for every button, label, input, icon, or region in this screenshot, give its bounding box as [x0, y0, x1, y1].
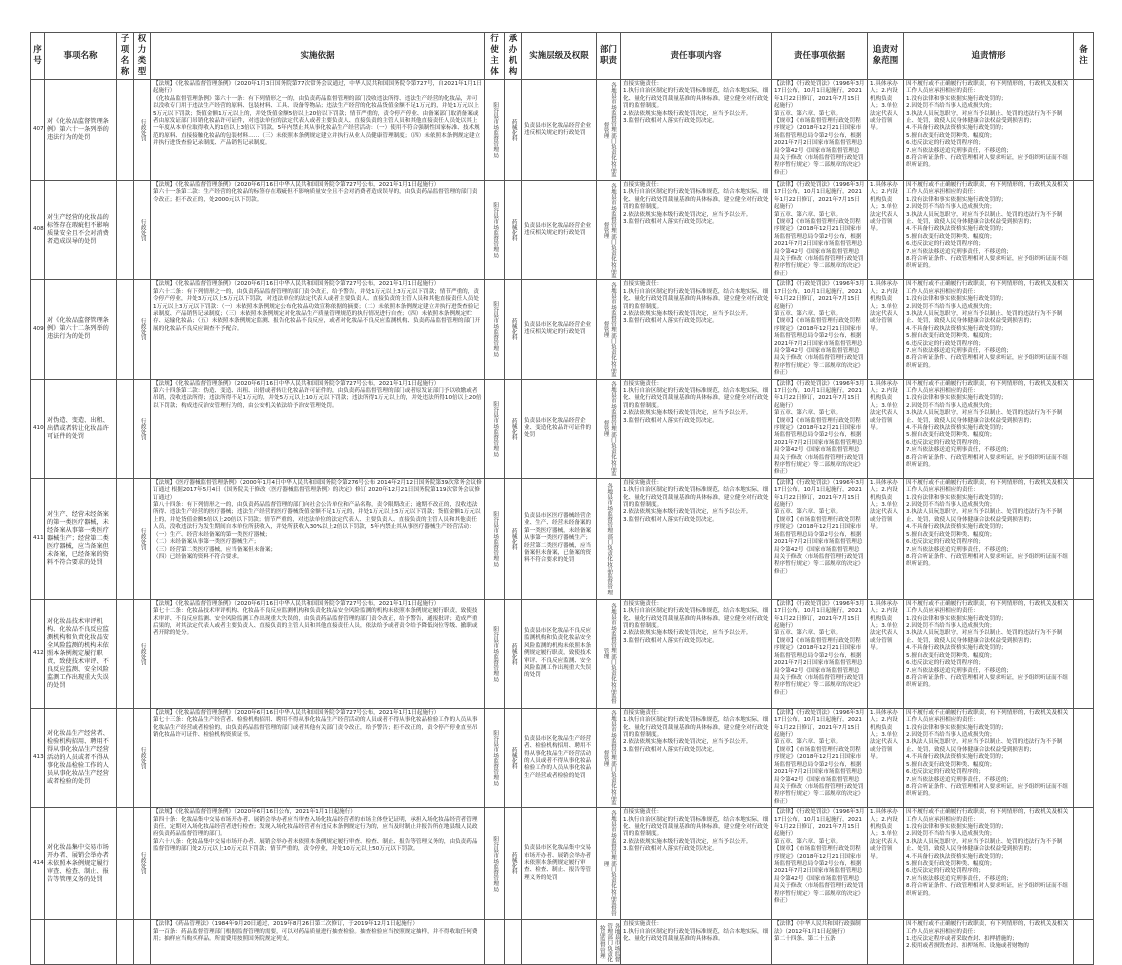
- header-duty-basis: 责任事项依据: [772, 33, 868, 80]
- row-basis: 【法规】《化妆品监督管理条例》（2020年1月3日国务院第77次常务会议通过，中华人民共和国国务院令第727号，自2021年1月1日起施行） 《化妆品监督管理条例》第六十一条：有下列情形之一的，由负责药品监督管理的部门没收违法所得、违法生产经营的化妆品，并可以没收专门用于违法生产经营的原料、包装材料、工具、设备等物品；违法生产经营的化妆品货值金额不足1万元的，并处1万元以上5万元以下罚款；货值金额1万元以上的，并处货值金额5倍以上20倍以下罚款；情节严重的，责令停产停业、由备案部门取消备案或者由原发证部门吊销化妆品许可证件，对违法单位的法定代表人或者主要负责人、直接负责的主管人员和其他直接责任人员处以其上一年度从本单位取得收入的1倍以上3倍以下罚款，5年内禁止其从事化妆品生产经营活动：（一）使用不符合强制性国家标准、技术规范的原料、直接接触化妆品的包装材料……（三）未依照本条例规定建立并执行从业人员健康管理制度；（四）未依照本条例规定建立并执行进货查验记录制度、产品销售记录制度。: [151, 80, 485, 181]
- row-target: 1.具体承办人；2.内设机构负责人；3.单位法定代表人或分管领导。: [868, 379, 904, 478]
- row-duty-basis: 【法律】《中华人民共和国行政强制法》（2012年1月1日起施行） 第二十四条、第二十五条: [772, 920, 868, 965]
- header-power-type: 权力类型: [134, 33, 151, 80]
- row-target: 1.具体承办人；2.内设机构负责人；3.单位法定代表人或分管领导。: [868, 708, 904, 807]
- row-target: 1.具体承办人；2.内设机构负责人；3.单位法定代表人或分管领导。: [868, 80, 904, 181]
- row-remark: [1074, 478, 1094, 599]
- row-level: 负责县市区化妆品经营企业违反相关规定的行政处罚: [522, 80, 597, 181]
- table-row: [31, 920, 1094, 965]
- document-page: [30, 32, 1093, 962]
- row-seq: 409: [31, 280, 45, 379]
- row-basis: 【法规】《化妆品监督管理条例》（2020年6月16日中华人民共和国国务院令第727号公布，2021年1月1日起施行） 第六十二条：有下列情形之一的，由负责药品监督管理的部门责令改正，给予警告，并处1万元以上3万元以下罚款；情节严重的，责令停产停业，并处3万元以上5万元以下罚款，对违法单位的法定代表人或者主要负责人、直接负责的主管人员和其他直接责任人员处1万元以上3万元以下罚款：（一）未依照本条例规定公布化妆品功效宣称依据的摘要；（二）未依照本条例规定建立并执行进货查验记录制度、产品销售记录制度；（三）未依照本条例规定对化妆品生产质量管理规范的执行情况进行自查；（四）未依照本条例规定贮存、运输化妆品；（五）未依照本条例规定监测、报告化妆品不良反应，或者对化妆品不良反应监测机构、负责药品监督管理的部门开展的化妆品不良反应调查不予配合。: [151, 280, 485, 379]
- row-level: 负责县市区化妆品集中交易市场开办者、展销会举办者未依照本条例规定履行审查、检查、制止、报告等管理义务的处罚: [522, 808, 597, 920]
- row-power-type: 行政处罚: [134, 80, 151, 181]
- row-subject: 阳谷县市场监督管理局: [485, 379, 505, 478]
- row-org: 药械化科: [505, 181, 522, 280]
- row-duty-basis: 【法律】《行政处罚法》（1996年3月17日公布，10月1日起施行，2021年1月22日修订，2021年7月15日起施行） 第五章、第六章、第七章。 【规章】《市场监督管理行政处罚程序规定》（2018年12月21日国家市场监督管理总局令第2号公布，根据2021年7月2日国家市场监督管理总局令第42号《国家市场监督管理总局关于修改〈市场监督管理行政处罚程序暂行规定〉等二部规章的决定》修正）: [772, 478, 868, 599]
- row-target: 1.具体承办人；2.内设机构负责人；3.单位法定代表人或分管领导。: [868, 280, 904, 379]
- row-situation: 因不履行或不正确履行行政职责，有下列情形的，行政机关及相关工作人员应承担相应的责任： 1.违反法定程序或者采取查封、扣押措施的； 2.使用或者损毁查封、扣押场所、设施或者财物的: [904, 920, 1074, 965]
- row-remark: [1074, 280, 1094, 379]
- row-seq: 414: [31, 808, 45, 920]
- row-remark: [1074, 599, 1094, 708]
- row-sub-item: [117, 181, 134, 280]
- header-seq: 序号: [31, 33, 45, 80]
- row-dept: 各地县市场监督管理部门负责化妆品监督管理: [597, 708, 621, 807]
- row-item-name: 对《化妆品监督管理条例》第六十一条列举的违法行为的处罚: [45, 80, 117, 181]
- row-situation: 因不履行或不正确履行行政职责，有下列情形的，行政机关及相关工作人员应承担相应的责任： 1.没有法律和事实依据实施行政处罚的； 2.因处罚不当给当事人造成损失的； 3.执法人员玩忽职守，对应当予以制止、处罚的违法行为不予制止、处罚，致使人民身体健康合法权益受到损害的； 4.不具备行政执法资格实施行政处罚的； 5.擅自改变行政处罚种类、幅度的； 6.违反法定的行政处罚程序的； 7.应当依法移送追究刑事责任，不移送的； 8.符合听证条件、行政管理相对人要求听证，应予组织听证而不组织听证的。: [904, 80, 1074, 181]
- row-org: 药械化科: [505, 379, 522, 478]
- row-basis: 【法规】《化妆品监督管理条例》（2020年6月16日中华人民共和国国务院令第727号公布，2021年1月1日起施行） 第六十四条第二款：伪造、变造、出租、出借或者转让化妆品许可证件的，由负责药品监督管理的部门或者原发证部门予以收缴或者吊销，没收违法所得；违法所得不足1万元的，并处5万元以上10万元以下罚款；违法所得1万元以上的，并处违法所得10倍以上20倍以下罚款；构成违反治安管理行为的，由公安机关依法给予治安管理处罚。: [151, 379, 485, 478]
- row-situation: 因不履行或不正确履行行政职责，有下列情形的，行政机关及相关工作人员应承担相应的责任： 1.没有法律和事实依据实施行政处罚的； 2.因处罚不当给当事人造成损失的； 3.执法人员玩忽职守，对应当予以制止、处罚的违法行为不予制止、处罚，致使人民身体健康合法权益受到损害的； 4.不具备行政执法资格实施行政处罚的； 5.擅自改变行政处罚种类、幅度的； 6.违反法定的行政处罚程序的； 7.应当依法移送追究刑事责任，不移送的； 8.符合听证条件、行政管理相对人要求听证，应予组织听证而不组织听证的。: [904, 708, 1074, 807]
- row-subject: 阳谷县市场监督管理局: [485, 181, 505, 280]
- header-target: 追责对象范围: [868, 33, 904, 80]
- row-power-type: 行政处罚: [134, 280, 151, 379]
- row-seq: 410: [31, 379, 45, 478]
- row-item-name: 对生产、经营未经备案的第一类医疗器械，未经备案从事第一类医疗器械生产；经营第二类医疗器械，应当备案但未备案，已经备案的资料不符合要求的处罚: [45, 478, 117, 599]
- table-row: [31, 280, 1094, 379]
- row-dept: 各地县市场监督管理部门负责化妆品监督管理: [597, 280, 621, 379]
- row-org: 药械化科: [505, 599, 522, 708]
- row-sub-item: [117, 478, 134, 599]
- row-situation: 因不履行或不正确履行行政职责，有下列情形的，行政机关及相关工作人员应承担相应的责任： 1.没有法律和事实依据实施行政处罚的； 2.因处罚不当给当事人造成损失的； 3.执法人员玩忽职守，对应当予以制止、处罚的违法行为不予制止、处罚，致使人民身体健康合法权益受到损害的； 4.不具备行政执法资格实施行政处罚的； 5.擅自改变行政处罚种类、幅度的； 6.违反法定的行政处罚程序的； 7.应当依法移送追究刑事责任，不移送的； 8.符合听证条件、行政管理相对人要求听证，应予组织听证而不组织听证的。: [904, 280, 1074, 379]
- header-level: 实施层级及权限: [522, 33, 597, 80]
- row-level: 负责县市区化妆品经营企业违反相关规定的行政处罚: [522, 280, 597, 379]
- row-dept: 各地县市场监督管理部门负责化妆品监督管理: [597, 80, 621, 181]
- row-situation: 因不履行或不正确履行行政职责，有下列情形的，行政机关及相关工作人员应承担相应的责任： 1.没有法律和事实依据实施行政处罚的； 2.因处罚不当给当事人造成损失的； 3.执法人员玩忽职守，对应当予以制止、处罚的违法行为不予制止、处罚，致使人民身体健康合法权益受到损害的； 4.不具备行政执法资格实施行政处罚的； 5.擅自改变行政处罚种类、幅度的； 6.违反法定的行政处罚程序的； 7.应当依法移送追究刑事责任，不移送的； 8.符合听证条件、行政管理相对人要求听证，应予组织听证而不组织听证的。: [904, 379, 1074, 478]
- row-power-type: 行政处罚: [134, 599, 151, 708]
- row-power-type: 行政处罚: [134, 708, 151, 807]
- row-dept: 各地县市场监督管理部门负责化妆品监督管理: [597, 920, 621, 965]
- row-duty-basis: 【法律】《行政处罚法》（1996年3月17日公布，10月1日起施行，2021年1月22日修订，2021年7月15日起施行） 第五章、第六章、第七章。 【规章】《市场监督管理行政处罚程序规定》（2018年12月21日国家市场监督管理总局令第2号公布，根据2021年7月2日国家市场监督管理总局令第42号《国家市场监督管理总局关于修改〈市场监督管理行政处罚程序暂行规定〉等二部规章的决定》修正）: [772, 599, 868, 708]
- table-body: [31, 80, 1094, 965]
- row-sub-item: [117, 808, 134, 920]
- row-duty-basis: 【法律】《行政处罚法》（1996年3月17日公布，10月1日起施行，2021年1月22日修订，2021年7月15日起施行） 第五章、第六章、第七章。 【规章】《市场监督管理行政处罚程序规定》（2018年12月21日国家市场监督管理总局令第2号公布，根据2021年7月2日国家市场监督管理总局令第42号《国家市场监督管理总局关于修改〈市场监督管理行政处罚程序暂行规定〉等二部规章的决定》修正）: [772, 181, 868, 280]
- row-item-name: 对化妆品生产经营者、检验机构招用、聘用不得从事化妆品生产经营活动的人员或者不得从事化妆品检验工作的人员从事化妆品生产经营或者检验的处罚: [45, 708, 117, 807]
- row-power-type: 行政处罚: [134, 181, 151, 280]
- header-basis: 实施依据: [151, 33, 485, 80]
- row-duty-basis: 【法律】《行政处罚法》（1996年3月17日公布，10月1日起施行，2021年1月22日修订，2021年7月15日起施行） 第五章、第六章、第七章。 【规章】《市场监督管理行政处罚程序规定》（2018年12月21日国家市场监督管理总局令第2号公布，根据2021年7月2日国家市场监督管理总局令第42号《国家市场监督管理总局关于修改〈市场监督管理行政处罚程序暂行规定〉等二部规章的决定》修正）: [772, 280, 868, 379]
- row-situation: 因不履行或不正确履行行政职责，有下列情形的，行政机关及相关工作人员应承担相应的责任： 1.没有法律和事实依据实施行政处罚的； 2.因处罚不当给当事人造成损失的； 3.执法人员玩忽职守，对应当予以制止、处罚的违法行为不予制止、处罚，致使人民身体健康合法权益受到损害的； 4.不具备行政执法资格实施行政处罚的； 5.擅自改变行政处罚种类、幅度的； 6.违反法定的行政处罚程序的； 7.应当依法移送追究刑事责任，不移送的； 8.符合听证条件、行政管理相对人要求听证，应予组织听证而不组织听证的。: [904, 181, 1074, 280]
- table-row: [31, 379, 1094, 478]
- row-dept: 各地县市场监督管理部门负责化妆品监督管理: [597, 478, 621, 599]
- row-remark: [1074, 80, 1094, 181]
- row-duty-basis: 【法律】《行政处罚法》（1996年3月17日公布，10月1日起施行，2021年1月22日修订，2021年7月15日起施行） 第五章、第六章、第七章。 【规章】《市场监督管理行政处罚程序规定》（2018年12月21日国家市场监督管理总局令第2号公布，根据2021年7月2日国家市场监督管理总局令第42号《国家市场监督管理总局关于修改〈市场监督管理行政处罚程序暂行规定〉等二部规章的决定》修正）: [772, 379, 868, 478]
- row-sub-item: [117, 599, 134, 708]
- table-row: [31, 808, 1094, 920]
- row-remark: [1074, 379, 1094, 478]
- power-list-table: [30, 32, 1094, 965]
- header-org: 承办机构: [505, 33, 522, 80]
- row-subject: 阳谷县市场监督管理局: [485, 808, 505, 920]
- header-dept-duty: 部门职责: [597, 33, 621, 80]
- row-situation: 因不履行或不正确履行行政职责，有下列情形的，行政机关及相关工作人员应承担相应的责任： 1.没有法律和事实依据实施行政处罚的； 2.因处罚不当给当事人造成损失的； 3.执法人员玩忽职守，对应当予以制止、处罚的违法行为不予制止、处罚，致使人民身体健康合法权益受到损害的； 4.不具备行政执法资格实施行政处罚的； 5.擅自改变行政处罚种类、幅度的； 6.违反法定的行政处罚程序的； 7.应当依法移送追究刑事责任，不移送的； 8.符合听证条件、行政管理相对人要求听证，应予组织听证而不组织听证的。: [904, 808, 1074, 920]
- row-duty: 直接实施责任： 1.执行自治区制定的行政处罚标准规范，结合本地实际，细化、量化行政处罚裁量基准的具体标准，建立健全对行政处罚的监督制度。 2.依法依规实施本级行政处罚决定，应当予以公开。 3.监督行政相对人落实行政处罚决定。: [621, 181, 772, 280]
- row-subject: 阳谷县市场监督管理局: [485, 599, 505, 708]
- row-target: 1.具体承办人；2.内设机构负责人；3.单位法定代表人或分管领导。: [868, 478, 904, 599]
- row-duty: 直接实施责任： 1.执行自治区制定的行政处罚标准规范，结合本地实际，细化、量化行政处罚裁量基准的具体标准，建立健全对行政处罚的监督制度。 2.依法依规实施本级行政处罚决定，应当予以公开。 3.监督行政相对人落实行政处罚决定。: [621, 379, 772, 478]
- row-remark: [1074, 808, 1094, 920]
- row-basis: 【法律】《药品管理法》（1984年9月20日通过，2019年8月26日第二次修订，于2019年12月1日起施行） 第一百条：药品监督管理部门根据监督管理的需要，可以对药品质量进行抽查检验。抽查检验应当按照规定抽样，并不得收取任何费用；抽样应当购买样品。所需费用按照国务院规定列支。: [151, 920, 485, 965]
- row-level: 负责县市区化妆品经营企业、变造化妆品许可证件的处罚: [522, 379, 597, 478]
- row-duty: 直接实施责任： 1.执行自治区制定的行政处罚标准规范，结合本地实际，细化、量化行政处罚裁量基准的具体标准，建立健全对行政处罚的监督制度。 2.依法依规实施本级行政处罚决定，应当予以公开。 3.监督行政相对人落实行政处罚决定。: [621, 808, 772, 920]
- row-level: 负责县市区医疗器械经营企业、生产、经营未经备案的第一类医疗器械，未经备案从事第一类医疗器械生产；经营第二类医疗器械，应当备案但未备案，已备案的资料不符合要求的处罚: [522, 478, 597, 599]
- row-subject: 阳谷县市场监督管理局: [485, 280, 505, 379]
- row-level: 负责县市区化妆品经营企业违反相关规定的行政处罚: [522, 181, 597, 280]
- row-org: 药械化科: [505, 478, 522, 599]
- row-sub-item: [117, 379, 134, 478]
- row-level: 负责县市区化妆品不良反应监测机构和负责化妆品安全风险监测的机构未依照本条例规定履行职责，致使技术审评、不良反应监测、安全风险监测工作出现重大失误的处罚: [522, 599, 597, 708]
- header-remark: 备注: [1074, 33, 1094, 80]
- row-item-name: 对化妆品技术审评机构、化妆品不良反应监测机构和负责化妆品安全风险监测的机构未依照本条例规定履行职责，致使技术审评、不良反应监测、安全风险监测工作出现重大失误的处罚: [45, 599, 117, 708]
- row-seq: 407: [31, 80, 45, 181]
- row-subject: 阳谷县市场监督管理局: [485, 708, 505, 807]
- row-seq: 411: [31, 478, 45, 599]
- row-basis: 【法规】《化妆品监督管理条例》（2020年6月16日中华人民共和国国务院令第727号公布，2021年1月1日起施行） 第七十二条：化妆品技术审评机构、化妆品不良反应监测机构和负责化妆品安全风险监测的机构未依照本条例规定履行职责，致使技术审评、不良反应监测、安全风险监测工作出现重大失误的，由负责药品监督管理的部门责令改正，给予警告，通报批评；造成严重后果的，对其法定代表人或者主要负责人、直接负责的主管人员和其他直接责任人员，依法给予或者责令给予降低岗位等级、撤职或者开除的处分。: [151, 599, 485, 708]
- header-situation: 追责情形: [904, 33, 1074, 80]
- table-row: [31, 80, 1094, 181]
- row-item-name: 对化妆品集中交易市场开办者、展销会举办者未依照本条例规定履行审查、检查、制止、报告等管理义务的处罚: [45, 808, 117, 920]
- row-duty: 直接实施责任： 1.执行自治区制定的行政处罚标准规范，结合本地实际，细化、量化行政处罚裁量基准的具体标准，建立健全对行政处罚的监督制度。 2.依法依规实施本级行政处罚决定，应当予以公开。 3.监督行政相对人落实行政处罚决定。: [621, 280, 772, 379]
- row-dept: 各地县市场监督管理部门负责化妆品监督管理: [597, 599, 621, 708]
- header-sub-item: 子项名称: [117, 33, 134, 80]
- row-org: 药械化科: [505, 280, 522, 379]
- row-item-name: 对《化妆品监督管理条例》第六十二条列举的违法行为的处罚: [45, 280, 117, 379]
- table-row: [31, 181, 1094, 280]
- row-org: 药械化科: [505, 708, 522, 807]
- row-power-type: 行政处罚: [134, 808, 151, 920]
- table-row: [31, 599, 1094, 708]
- table-row: [31, 478, 1094, 599]
- row-duty: 直接实施责任： 1.执行自治区制定的行政处罚标准规范，结合本地实际，细化、量化行政处罚裁量基准的具体标准，建立健全对行政处罚的监督制度。 2.依法依规实施本级行政处罚决定，应当予以公开。 3.监督行政相对人落实行政处罚决定。: [621, 478, 772, 599]
- row-org: 药械化科: [505, 80, 522, 181]
- row-seq: 413: [31, 708, 45, 807]
- row-power-type: 行政处罚: [134, 379, 151, 478]
- row-dept: 各地县市场监督管理部门负责化妆品监督管理: [597, 181, 621, 280]
- row-duty: 直接实施责任： 1.执行自治区制定的行政处罚标准规范，结合本地实际，细化、量化行政处罚裁量基准的具体标准，建立健全对行政处罚的监督制度。 2.依法依规实施本级行政处罚决定，应当予以公开。 3.监督行政相对人落实行政处罚决定。: [621, 708, 772, 807]
- row-duty-basis: 【法律】《行政处罚法》（1996年3月17日公布，10月1日起施行，2021年1月22日修订，2021年7月15日起施行） 第五章、第六章、第七章。 【规章】《市场监督管理行政处罚程序规定》（2018年12月21日国家市场监督管理总局令第2号公布，根据2021年7月2日国家市场监督管理总局令第42号《国家市场监督管理总局关于修改〈市场监督管理行政处罚程序暂行规定〉等二部规章的决定》修正）: [772, 708, 868, 807]
- row-situation: 因不履行或不正确履行行政职责，有下列情形的，行政机关及相关工作人员应承担相应的责任： 1.没有法律和事实依据实施行政处罚的； 2.因处罚不当给当事人造成损失的； 3.执法人员玩忽职守，对应当予以制止、处罚的违法行为不予制止、处罚，致使人民身体健康合法权益受到损害的； 4.不具备行政执法资格实施行政处罚的； 5.擅自改变行政处罚种类、幅度的； 6.违反法定的行政处罚程序的； 7.应当依法移送追究刑事责任，不移送的； 8.符合听证条件、行政管理相对人要求听证，应予组织听证而不组织听证的。: [904, 599, 1074, 708]
- row-seq: 408: [31, 181, 45, 280]
- row-subject: 阳谷县市场监督管理局: [485, 478, 505, 599]
- row-basis: 【法规】《医疗器械监督管理条例》（2000年1月4日中华人民共和国国务院令第276号公布 2014年2月12日国务院第39次常务会议修订通过 根据2017年5月4日《国务院关于修改〈医疗器械监督管理条例〉的决定》修订 2020年12月21日国务院第119次常务会议修订通过） 第八十四条：有下列情形之一的，由负责药品监督管理的部门向社会公告单位和产品名称，责令限期改正；逾期不改正的，没收违法所得、违法生产经营的医疗器械；违法生产经营的医疗器械货值金额不足1万元的，并处1万元以上5万元以下罚款；货值金额1万元以上的，并处货值金额5倍以上20倍以下罚款；情节严重的，对违法单位的法定代表人、主要负责人、直接负责的主管人员和其他责任人员，没收违法行为发生期间自本单位所获收入，并处所获收入30%以上2倍以下罚款，5年内禁止其从事医疗器械生产经营活动： （一）生产、经营未经备案的第一类医疗器械； （二）未经备案从事第一类医疗器械生产； （三）经营第二类医疗器械，应当备案但未备案； （四）已经备案的资料不符合要求。: [151, 478, 485, 599]
- header-duty-content: 责任事项内容: [621, 33, 772, 80]
- row-basis: 【法规】《化妆品监督管理条例》（2020年6月16日中华人民共和国国务院令第727号公布，2021年1月1日起施行） 第六十一条第二款：生产经营的化妆品的标签存在瑕疵但不影响质量安全且不会对消费者造成误导的，由负责药品监督管理的部门责令改正；拒不改正的，处2000元以下罚款。: [151, 181, 485, 280]
- row-basis: 【法规】《化妆品监督管理条例》（2020年6月16日公布，2021年1月1日起施行） 第四十条：化妆品集中交易市场开办者、展销会举办者应当审查入场化妆品经营者的市场主体登记证明，承担入场化妆品经营者管理责任，定期对入场化妆品经营者进行检查；发现入场化妆品经营者有违反本条例规定行为的，应当及时制止并报告所在地县级人民政府负责药品监督管理的部门。 第六十八条：化妆品集中交易市场开办者、展销会举办者未依照本条例规定履行审查、检查、制止、报告等管理义务的，由负责药品监督管理的部门处2万元以上10万元以下罚款；情节严重的，责令停业，并处10万元以上50万元以下罚款。: [151, 808, 485, 920]
- row-target: 1.具体承办人；2.内设机构负责人；3.单位法定代表人或分管领导。: [868, 181, 904, 280]
- row-seq: 412: [31, 599, 45, 708]
- row-duty: 直接实施责任： 1.执行自治区制定的行政处罚标准规范，结合本地实际，细化、量化行政处罚裁量基准的具体标准，建立健全对行政处罚的监督制度。 2.依法依规实施本级行政处罚决定，应当予以公开。 3.监督行政相对人落实行政处罚决定。: [621, 599, 772, 708]
- row-subject: 阳谷县市场监督管理局: [485, 80, 505, 181]
- row-duty: 直接实施责任： 1.执行自治区制定的行政处罚标准规范，结合本地实际，细化、量化行政处罚裁量基准的具体标准。: [621, 920, 772, 965]
- row-duty-basis: 【法律】《行政处罚法》（1996年3月17日公布，10月1日起施行，2021年1月22日修订，2021年7月15日起施行） 第五章、第六章、第七章。 【规章】《市场监督管理行政处罚程序规定》（2018年12月21日国家市场监督管理总局令第2号公布，根据2021年7月2日国家市场监督管理总局令第42号《国家市场监督管理总局关于修改〈市场监督管理行政处罚程序暂行规定〉等二部规章的决定》修正）: [772, 80, 868, 181]
- row-target: 1.具体承办人；2.内设机构负责人；3.单位法定代表人或分管领导。: [868, 599, 904, 708]
- row-sub-item: [117, 280, 134, 379]
- row-org: 药械化科: [505, 808, 522, 920]
- row-duty-basis: 【法律】《行政处罚法》（1996年3月17日公布，10月1日起施行，2021年1月22日修订，2021年7月15日起施行） 第五章、第六章、第七章。 【规章】《市场监督管理行政处罚程序规定》（2018年12月21日国家市场监督管理总局令第2号公布，根据2021年7月2日国家市场监督管理总局令第42号《国家市场监督管理总局关于修改〈市场监督管理行政处罚程序暂行规定〉等二部规章的决定》修正）: [772, 808, 868, 920]
- row-dept: 各地县市场监督管理部门负责化妆品监督管理: [597, 808, 621, 920]
- row-item-name: 对伪造、变造、出租、出借或者转让化妆品许可证件的处罚: [45, 379, 117, 478]
- row-remark: [1074, 181, 1094, 280]
- row-sub-item: [117, 80, 134, 181]
- header-item-name: 事项名称: [45, 33, 117, 80]
- row-target: 1.具体承办人；2.内设机构负责人；3.单位法定代表人或分管领导。: [868, 808, 904, 920]
- row-level: 负责县市区化妆品生产经营者、检验机构招用、聘用不得从事化妆品生产经营活动的人员或者不得从事化妆品检验工作的人员从事化妆品生产经营或者检验的处罚: [522, 708, 597, 807]
- header-row: [31, 33, 1094, 80]
- row-item-name: 对生产经营的化妆品的标签存在瑕疵但不影响质量安全且不会对消费者造成误导的处罚: [45, 181, 117, 280]
- row-dept: 各地县市场监督管理部门负责化妆品监督管理: [597, 379, 621, 478]
- header-subject: 行使主体: [485, 33, 505, 80]
- row-situation: 因不履行或不正确履行行政职责，有下列情形的，行政机关及相关工作人员应承担相应的责任： 1.没有法律和事实依据实施行政处罚的； 2.因处罚不当给当事人造成损失的； 3.执法人员玩忽职守，对应当予以制止、处罚的违法行为不予制止、处罚，致使人民身体健康合法权益受到损害的； 4.不具备行政执法资格实施行政处罚的； 5.擅自改变行政处罚种类、幅度的； 6.违反法定的行政处罚程序的； 7.应当依法移送追究刑事责任，不移送的； 8.符合听证条件、行政管理相对人要求听证，应予组织听证而不组织听证的。: [904, 478, 1074, 599]
- row-duty: 直接实施责任： 1.执行自治区制定的行政处罚标准规范，结合本地实际，细化、量化行政处罚裁量基准的具体标准，建立健全对行政处罚的监督制度。 2.依法依规实施本级行政处罚决定，应当予以公开。 3.监督行政相对人落实行政处罚决定。: [621, 80, 772, 181]
- row-power-type: 行政处罚: [134, 478, 151, 599]
- row-basis: 【法规】《化妆品监督管理条例》（2020年6月16日中华人民共和国国务院令第727号公布，2021年1月1日起施行） 第七十三条：化妆品生产经营者、检验机构招用、聘用不得从事化妆品生产经营活动的人员或者不得从事化妆品检验工作的人员从事化妆品生产经营或者检验的，由负责药品监督管理的部门或者其他有关部门责令改正，给予警告；拒不改正的，责令停产停业直至吊销化妆品许可证件、检验机构资质证书。: [151, 708, 485, 807]
